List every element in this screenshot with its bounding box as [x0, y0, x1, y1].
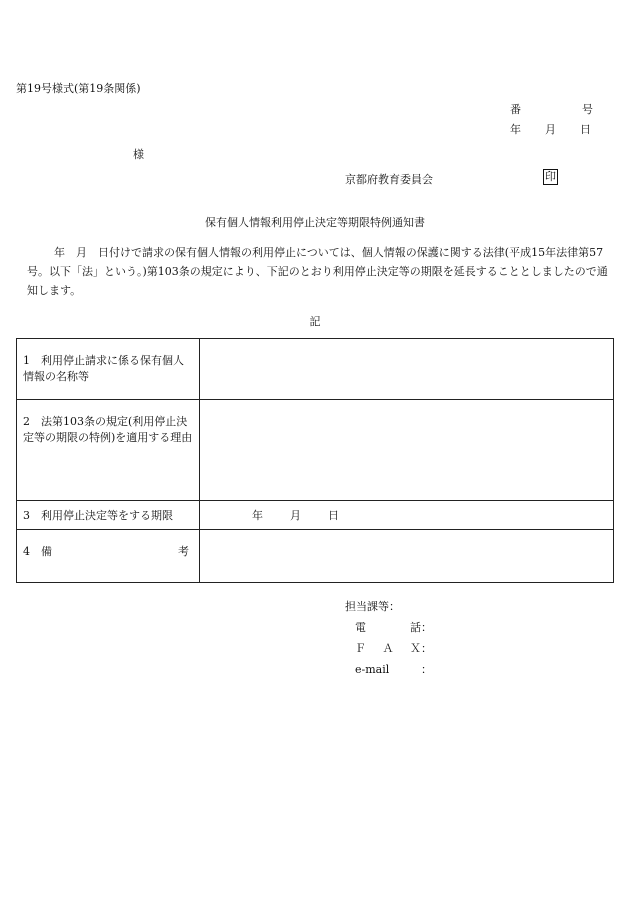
body-paragraph: 年 月 日付けで請求の保有個人情報の利用停止については、個人情報の保護に関する法律(平成15年法律第57号。以下「法」という。)第103条の規定により、下記のとおり利用停止決定等の期限を延長することとしましたので通知します。: [27, 246, 608, 297]
table-row: [17, 400, 614, 501]
item-4-label: [17, 530, 199, 560]
document-title: 保有個人情報利用停止決定等期限特例通知書: [205, 216, 425, 229]
deadline-year-label: 年: [252, 509, 263, 522]
deadline-month-label: 月: [290, 509, 301, 522]
issuer-name: 京都府教育委員会: [345, 173, 433, 186]
item-2-value-cell[interactable]: [200, 400, 614, 501]
contact-email-colon: ：: [421, 663, 432, 676]
number-label-ban: 番: [510, 103, 521, 116]
contact-phone-row: [345, 617, 431, 638]
table-row: [17, 339, 614, 400]
item-3-label-cell: [17, 501, 200, 530]
date-day-label: 日: [580, 123, 591, 136]
item-4-value-cell[interactable]: [200, 530, 614, 583]
contact-block: [345, 596, 431, 680]
contact-phone-label: 電 話: [355, 621, 421, 634]
form-number: 第19号様式(第19条関係): [16, 82, 141, 95]
item-2-label-cell: [17, 400, 200, 501]
date-month-label: 月: [545, 123, 556, 136]
item-4-label-cell: [17, 530, 200, 583]
item-2-label: 2 法第103条の規定(利用停止決定等の期限の特例)を適用する理由: [23, 415, 193, 444]
seal-mark: 印: [545, 170, 556, 183]
item-1-value-cell[interactable]: [200, 339, 614, 400]
item-4-label-end: 考: [178, 545, 189, 558]
table-row: [17, 530, 614, 583]
contact-fax-row: [345, 638, 431, 659]
contact-fax-label: Ｆ Ａ Ｘ: [355, 642, 421, 655]
item-3-value-cell[interactable]: [200, 501, 614, 530]
items-table: [16, 338, 614, 583]
contact-dept-label: 担当課等：: [345, 600, 400, 613]
contact-email-label: e-mail: [355, 663, 390, 676]
table-row: [17, 501, 614, 530]
addressee-suffix: 様: [133, 148, 144, 161]
contact-fax-colon: ：: [421, 642, 432, 655]
contact-email-row: [345, 659, 431, 680]
deadline-date: [200, 501, 613, 524]
number-label-gou: 号: [582, 103, 593, 116]
date-year-label: 年: [510, 123, 521, 136]
item-1-label-cell: [17, 339, 200, 400]
item-3-label: 3 利用停止決定等をする期限: [23, 509, 173, 522]
contact-dept-row: [345, 596, 431, 617]
deadline-day-label: 日: [328, 509, 339, 522]
ki-heading: 記: [309, 315, 321, 328]
item-4-label-start: 4 備: [23, 545, 52, 558]
contact-phone-colon: ：: [421, 621, 432, 634]
item-1-label: 1 利用停止請求に係る保有個人情報の名称等: [23, 354, 184, 383]
